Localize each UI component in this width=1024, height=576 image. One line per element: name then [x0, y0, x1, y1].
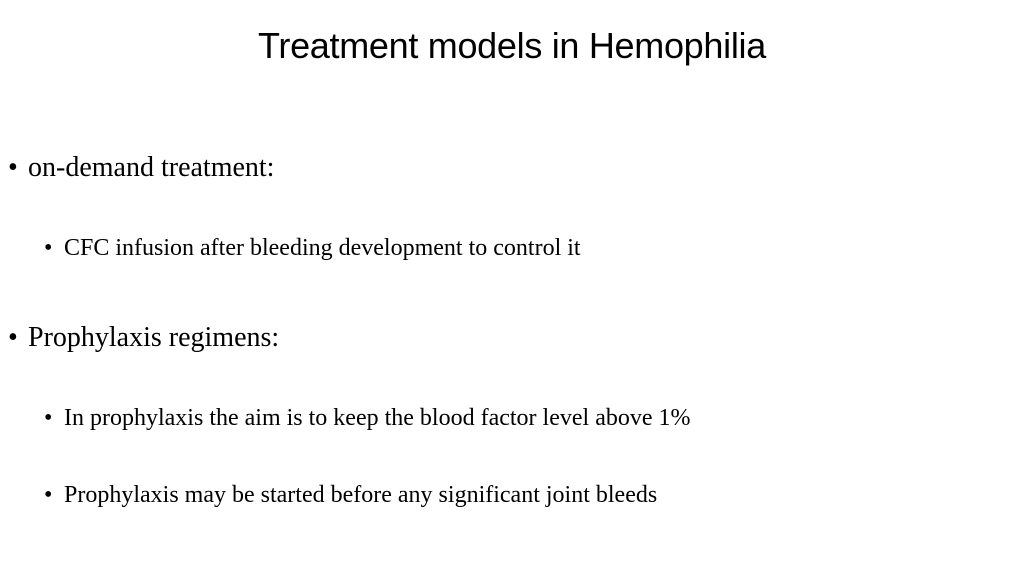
sub-bullet-text: Prophylaxis may be started before any significant joint bleeds: [64, 482, 658, 508]
sub-bullet-item-cfc-infusion: [44, 232, 581, 264]
sub-bullet-text: CFC infusion after bleeding development to control it: [64, 235, 581, 261]
bullet-text: Prophylaxis regimens:: [28, 322, 280, 353]
bullet-item-on-demand: [8, 150, 274, 186]
slide-title: Treatment models in Hemophilia: [258, 25, 766, 66]
sub-bullet-text: In prophylaxis the aim is to keep the blood factor level above 1%: [64, 405, 691, 431]
sub-bullet-item-prophylaxis-aim: [44, 402, 690, 434]
bullet-dot: •: [8, 152, 18, 183]
bullet-dot: •: [8, 322, 18, 353]
bullet-text: on-demand treatment:: [28, 152, 275, 183]
bullet-dot: •: [44, 235, 53, 261]
bullet-dot: •: [44, 405, 53, 431]
bullet-dot: •: [44, 482, 53, 508]
bullet-item-prophylaxis: [8, 320, 279, 356]
sub-bullet-item-prophylaxis-start: [44, 479, 657, 511]
